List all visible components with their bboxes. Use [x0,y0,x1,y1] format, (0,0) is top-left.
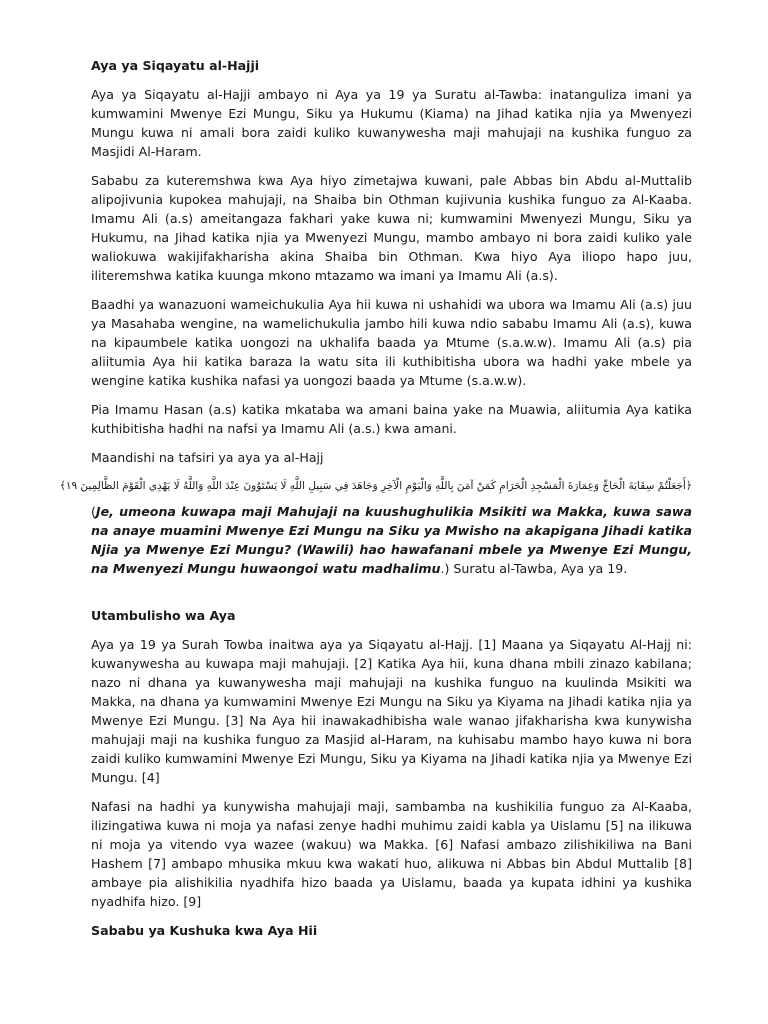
paragraph-text-translation-label: Maandishi na tafsiri ya aya ya al-Hajj [91,450,324,465]
paragraph-nafasi: Nafasi na hadhi ya kunywisha mahujaji maji, sambamba na kushikilia funguo za Al-Kaaba, ilizingatiwa kuwa ni moja ya nafasi zenye hadhi muhimu zaidi kabla ya Uislamu [5] na ilikuwa ni moja ya vitendo vya wazee (wakuu) wa Makka. [6] Nafasi ambazo zilishikiliwa na Bani Hashem [7] ambapo mhusika mkuu kwa wakati huo, alikuwa ni Abbas bin Abdul Muttalib [8] ambaye pia alishikilia nyadhifa hizo baada ya Uislamu, baada ya kupata idhini ya kushika nyadhifa hizo. [9] [91,799,692,909]
paragraph-scholars-view: Baadhi ya wanazuoni wameichukulia Aya hii kuwa ni ushahidi wa ubora wa Imamu Ali (a.s) juu ya Masahaba wengine, na wamelichukulia jambo hili kuwa ndio sababu Imamu Ali (a.s), kuwa na kipaumbele katika uongozi na ukhalifa baada ya Mtume (s.a.w.w). Imamu Ali (a.s) pia aliitumia Aya hii katika baraza la watu sita ili kuthibitisha ubora wa hadhi yake mbele ya wengine katika kushika nafasi ya uongozi baada ya Mtume (s.a.w.w). [91,297,692,388]
section-heading-siqayatu: Aya ya Siqayatu al-Hajji [91,58,260,73]
section-heading-utambulisho: Utambulisho wa Aya [91,608,236,623]
paragraph-imam-hasan: Pia Imamu Hasan (a.s) katika mkataba wa amani baina yake na Muawia, aliitumia Aya katika kuthibitisha hadhi na nafsi ya Imamu Ali (a.s.) kwa amani. [91,402,692,436]
verse-translation [91,502,692,578]
arabic-verse: ﴿أَجَعَلْتُمْ سِقَايَةَ الْحَاجِّ وَعِمَارَةَ الْمَسْجِدِ الْحَرَامِ كَمَنْ آمَنَ بِاللَّهِ وَالْيَوْمِ الْآخِرِ وَجَاهَدَ فِي سَبِيلِ اللَّهِ لَا يَسْتَوُونَ عِنْدَ اللَّهِ وَاللَّهُ لَا يَهْدِي الْقَوْمَ الظَّالِمِينَ ١٩﴾ [59,480,692,492]
quote-open: ( [91,504,96,519]
paragraph-intro: Aya ya Siqayatu al-Hajji ambayo ni Aya ya 19 ya Suratu al-Tawba: inatanguliza imani ya kumwamini Mwenye Ezi Mungu, Siku ya Hukumu (Kiama) na Jihad katika njia ya Mwenyezi Mungu kuwa ni amali bora zaidi kuliko kuwanywesha maji mahujaji na kushika funguo za Masjidi Al-Haram. [91,87,692,159]
paragraph-revelation-cause: Sababu za kuteremshwa kwa Aya hiyo zimetajwa kuwani, pale Abbas bin Abdu al-Muttalib alipojivunia kupokea mahujaji, na Shaiba bin Othman kujivunia kushika funguo za Al-Kaaba. Imamu Ali (a.s) ameitangaza fakhari yake kuwa ni; kumwamini Mwenyezi Mungu, Siku ya Hukumu, na Jihad katika njia ya Mwenyezi Mungu, mambo ambayo ni bora zaidi kuliko yale waliokuwa wakijifakharisha akina Shaiba bin Othman. Kwa hiyo Aya iliopo hapo juu, iliteremshwa katika kuunga mkono mtazamo wa imani ya Imamu Ali (a.s). [91,173,692,283]
spacer [91,588,692,606]
paragraph-utambulisho: Aya ya 19 ya Surah Towba inaitwa aya ya Siqayatu al-Hajj. [1] Maana ya Siqayatu Al-Hajj ni: kuwanywesha au kuwapa maji mahujaji. [2] Katika Aya hii, kuna dhana mbili zinazo kabilana; nazo ni dhana ya kuwanywesha maji mahujaji na kushika funguo na kuulinda Msikiti wa Makka, na dhana ya kumwamini Mwenye Ezi Mungu na Siku ya Kiyama na Jihadi katika njia ya Mwenye Ezi Mungu. [3] Na Aya hii inawakadhibisha wale wanao jifakharisha kwa kunywisha mahujaji maji na kushika funguo za Masjid al-Haram, na kuhisabu mambo hayo kuwa ni bora zaidi kuliko kumwamini Mwenye Ezi Mungu, Siku ya Kiyama na Jihadi katika njia ya Mwenye Ezi Mungu. [4] [91,637,692,785]
section-heading-sababu: Sababu ya Kushuka kwa Aya Hii [91,923,318,938]
quote-citation: .) Suratu al-Tawba, Aya ya 19. [440,561,628,576]
quote-bold-text: Je, umeona kuwapa maji Mahujaji na kuushughulikia Msikiti wa Makka, kuwa sawa na anaye muamini Mwenye Ezi Mungu na Siku ya Mwisho na akapigana Jihadi katika Njia ya Mwenye Ezi Mungu? (Wawili) hao hawafanani mbele ya Mwenye Ezi Mungu, na Mwenyezi Mungu huwaongoi watu madhalimu [91,504,692,576]
